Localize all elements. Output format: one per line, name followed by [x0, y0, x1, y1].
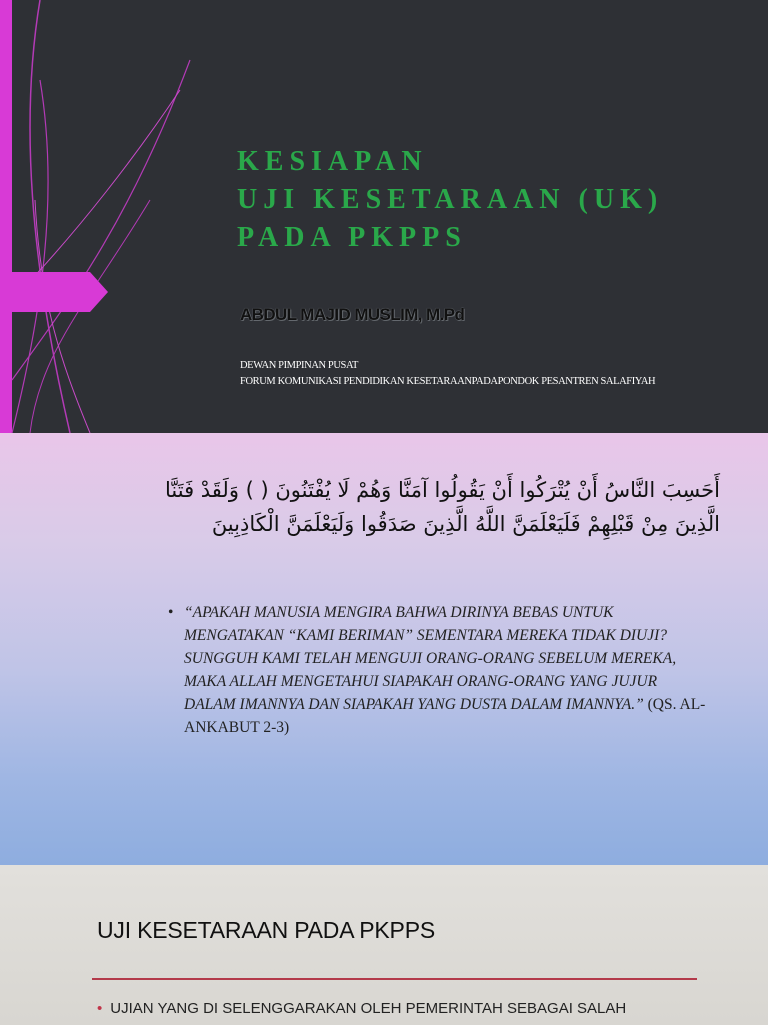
- arrow-shape: [0, 272, 108, 342]
- slide-title: [237, 143, 663, 257]
- arabic-verse: أَحَسِبَ النَّاسُ أَنْ يُتْرَكُوا أَنْ يَقُولُوا آمَنَّا وَهُمْ لَا يُفْتَنُونَ ( ) وَلَقَدْ فَتَنَّا الَّذِينَ مِنْ قَبْلِهِمْ فَلَيَعْلَمَنَّ اللَّهُ الَّذِينَ صَدَقُوا وَلَيَعْلَمَنَّ الْكَاذِبِينَ: [165, 478, 720, 536]
- verse-reference: (QS. AL-ANKABUT 2-3): [184, 696, 706, 736]
- verse-slide: [0, 433, 768, 865]
- title-line: KESIAPAN: [237, 146, 428, 177]
- list-item-text: UJIAN YANG DI SELENGGARAKAN OLEH PEMERINTAH SEBAGAI SALAH: [110, 1000, 627, 1017]
- slide-heading: UJI KESETARAAN PADA PKPPS: [97, 917, 435, 943]
- verse-translation: “APAKAH MANUSIA MENGIRA BAHWA DIRINYA BEBAS UNTUK MENGATAKAN “KAMI BERIMAN” SEMENTARA MEREKA TIDAK DIUJI? SUNGGUH KAMI TELAH MENGUJI ORANG-ORANG SEBELUM MEREKA, MAKA ALLAH MENGETAHUI SIAPAKAH ORANG-ORANG YANG JUJUR DALAM IMANNYA DAN SIAPAKAH YANG DUSTA DALAM IMANNYA.”: [184, 604, 677, 713]
- title-line: PADA PKPPS: [237, 222, 467, 253]
- content-slide: [0, 865, 768, 1025]
- org-line: DEWAN PIMPINAN PUSAT: [240, 360, 359, 371]
- bullet-icon: •: [168, 604, 174, 621]
- divider: [92, 978, 697, 980]
- list-item: [97, 1000, 626, 1017]
- title-line: UJI KESETARAAN (UK): [237, 184, 664, 215]
- title-slide: [0, 0, 768, 433]
- bullet-list: [168, 601, 708, 739]
- decorative-lines: [0, 0, 200, 433]
- author-name: ABDUL MAJID MUSLIM, M.Pd: [240, 305, 465, 324]
- bullet-icon: •: [97, 1000, 103, 1017]
- organization: [240, 358, 655, 390]
- org-line: FORUM KOMUNIKASI PENDIDIKAN KESETARAANPADAPONDOK PESANTREN SALAFIYAH: [240, 376, 656, 387]
- list-item: [168, 601, 708, 739]
